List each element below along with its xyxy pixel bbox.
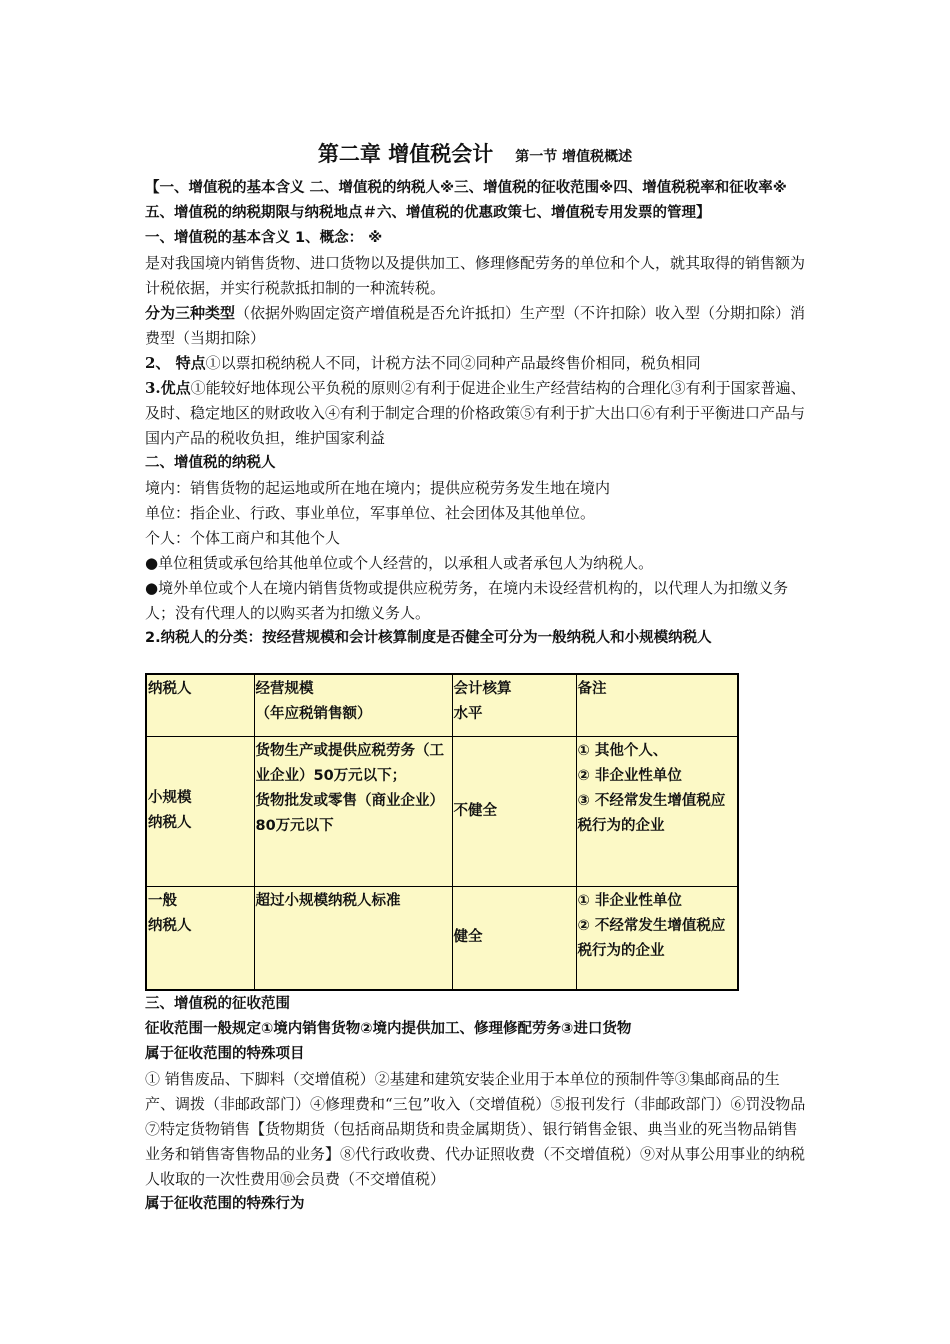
cell-accounting: 健全	[452, 886, 576, 990]
s2-p1: 境内：销售货物的起运地或所在地在境内；提供应税劳务发生地在境内	[145, 479, 611, 497]
s3-special-items: ① 销售废品、下脚料（交增值税）②基建和建筑安装企业用于本单位的预制件等③集邮商品的生产、调拨（非邮政部门）④修理费和“三包”收入（交增值税）⑤报刊发行（非邮政部门）⑥罚没物品⑦特定货物销售【货物期货（包括商品期货和贵金属期货）、银行销售金银、典当业的死当物品销售业务和销售寄售物品的业务】⑧代行政收费、代办证照收费（不交增值税）⑨对从事公用事业的纳税人收取的一次性费用⑩会员费（不交增值税）	[145, 1070, 806, 1188]
types-text: （依据外购固定资产增值税是否允许抵扣）生产型（不许扣除）收入型（分期扣除）消费型（当期扣除）	[145, 304, 806, 347]
table-row	[146, 886, 738, 990]
taxpayer-table	[145, 673, 739, 991]
definition-text: 是对我国境内销售货物、进口货物以及提供加工、修理修配劳务的单位和个人，就其取得的销售额为计税依据，并实行税款抵扣制的一种流转税。	[145, 254, 806, 297]
header-taxpayer: 纳税人	[146, 674, 254, 736]
s1-heading: 一、增值税的基本含义 1、概念： ※	[145, 230, 383, 246]
header-scale: 经营规模 （年应税销售额）	[254, 674, 452, 736]
header-accounting: 会计核算 水平	[452, 674, 576, 736]
features-paragraph	[145, 351, 807, 376]
table-row	[146, 736, 738, 886]
s2-heading: 二、增值税的纳税人	[145, 455, 276, 471]
header-notes: 备注	[576, 674, 738, 736]
cell-type: 一般 纳税人	[146, 886, 254, 990]
classification-heading: 2.纳税人的分类：按经营规模和会计核算制度是否健全可分为一般纳税人和小规模纳税人	[145, 630, 712, 646]
table-header-row	[146, 674, 738, 736]
types-label: 分为三种类型	[145, 304, 236, 322]
cell-notes: ① 非企业性单位 ② 不经常发生增值税应税行为的企业	[576, 886, 738, 990]
s3-special-acts-heading: 属于征收范围的特殊行为	[145, 1196, 305, 1212]
main-content	[145, 176, 807, 651]
advantages-label: 3.优点	[145, 379, 191, 397]
features-text: ①以票扣税纳税人不同，计税方法不同②同种产品最终售价相同，税负相同	[205, 354, 701, 372]
s3-general: 征收范围一般规定①境内销售货物②境内提供加工、修理修配劳务③进口货物	[145, 1021, 632, 1037]
section-title: 第一节 增值税概述	[515, 149, 633, 165]
chapter-title: 第二章 增值税会计	[317, 142, 494, 166]
s2-p5: ●境外单位或个人在境内销售货物或提供应税劳务，在境内未设经营机构的，以代理人为扣缴义务人；没有代理人的以购买者为扣缴义务人。	[145, 579, 789, 622]
cell-type: 小规模 纳税人	[146, 736, 254, 886]
outline: 【一、增值税的基本含义 二、增值税的纳税人※三、增值税的征收范围※四、增值税税率和征收率※ 五、增值税的纳税期限与纳税地点＃六、增值税的优惠政策七、增值税专用发票的管理】	[145, 180, 787, 221]
advantages-text: ①能较好地体现公平负税的原则②有利于促进企业生产经营结构的合理化③有利于国家普遍、及时、稳定地区的财政收入④有利于制定合理的价格政策⑤有利于扩大出口⑥有利于平衡进口产品与国内产品的税收负担，维护国家利益	[145, 379, 806, 447]
cell-scale: 货物生产或提供应税劳务（工业企业）50万元以下； 货物批发或零售（商业企业）80万元以下	[254, 736, 452, 886]
s2-p3: 个人：个体工商户和其他个人	[145, 529, 341, 547]
features-label: 2、 特点	[145, 354, 206, 372]
cell-scale: 超过小规模纳税人标准	[254, 886, 452, 990]
types-paragraph	[145, 301, 807, 351]
s3-heading: 三、增值税的征收范围	[145, 996, 290, 1012]
s2-p4: ●单位租赁或承包给其他单位或个人经营的，以承租人或者承包人为纳税人。	[145, 554, 654, 572]
s2-p2: 单位：指企业、行政、事业单位，军事单位、社会团体及其他单位。	[145, 504, 596, 522]
s3-special-items-heading: 属于征收范围的特殊项目	[145, 1046, 305, 1062]
section-three	[145, 992, 807, 1217]
page-title	[0, 138, 950, 168]
taxpayer-table-wrap	[145, 673, 735, 988]
advantages-paragraph	[145, 376, 807, 451]
cell-accounting: 不健全	[452, 736, 576, 886]
cell-notes: ① 其他个人、 ② 非企业性单位 ③ 不经常发生增值税应税行为的企业	[576, 736, 738, 886]
